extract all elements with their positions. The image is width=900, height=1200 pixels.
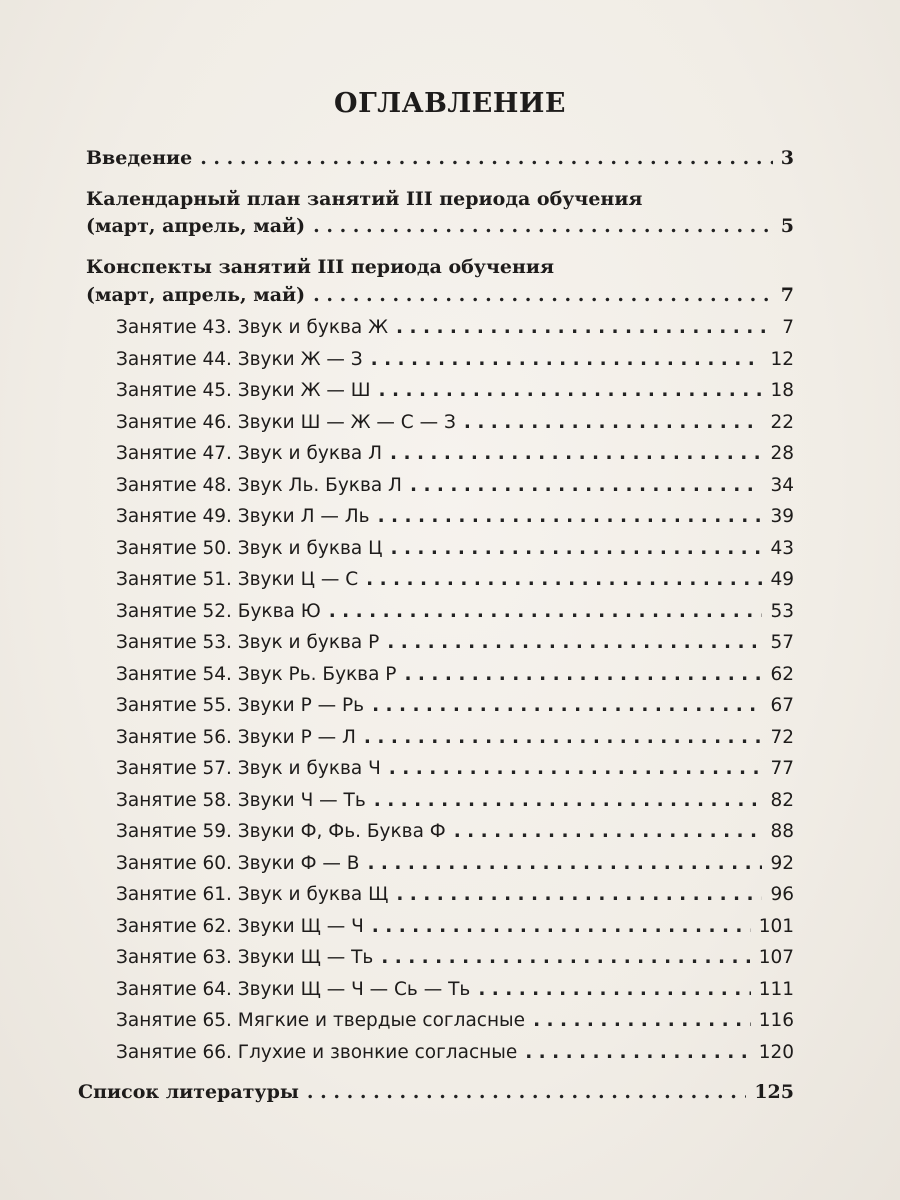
toc-entry-label: Занятие 63. Звуки Щ — Ть	[116, 947, 374, 968]
dot-leader	[200, 146, 773, 170]
toc-lesson-entry	[116, 1009, 794, 1033]
toc-entry-label: Занятие 43. Звук и буква Ж	[116, 317, 389, 338]
toc-page-number: 120	[758, 1041, 794, 1063]
toc-entry-label: Занятие 56. Звуки Р — Л	[116, 726, 356, 748]
toc-entry-label: Занятие 51. Звуки Ц — С	[116, 569, 359, 590]
dot-leader	[374, 789, 763, 813]
toc-lesson-entry	[116, 663, 794, 687]
toc-lesson-entry	[116, 852, 794, 876]
dot-leader	[390, 537, 762, 561]
toc-lesson-entry	[116, 442, 794, 466]
toc-lesson-entry	[116, 568, 794, 592]
toc-entry-label: Занятие 45. Звуки Ж — Ш	[116, 380, 371, 401]
toc-lesson-entry	[116, 883, 794, 907]
toc-page-number: 101	[758, 915, 794, 937]
toc-entry-label: Занятие 65. Мягкие и твердые согласные	[116, 1010, 526, 1031]
dot-leader	[533, 1009, 751, 1033]
toc-entry-label: Занятие 66. Глухие и звонкие согласные	[116, 1041, 518, 1063]
toc-entry-label: Введение	[86, 147, 193, 169]
toc-lesson-entry	[116, 820, 794, 844]
page-title: ОГЛАВЛЕНИЕ	[334, 88, 566, 119]
dot-leader	[378, 505, 763, 529]
toc-entry-label: Занятие 46. Звуки Ш — Ж — С — З	[116, 411, 456, 433]
dot-leader	[390, 442, 762, 466]
toc-entry-label: Занятие 61. Звук и буква Щ	[116, 884, 389, 905]
toc-lesson-entry	[116, 757, 794, 781]
dot-leader	[387, 631, 762, 655]
toc-entry-label: (март, апрель, май)	[86, 215, 306, 237]
toc-lesson-entry	[116, 600, 794, 624]
dot-leader	[313, 214, 773, 238]
dot-leader	[464, 411, 763, 435]
toc-entry-label: Занятие 44. Звуки Ж — З	[116, 348, 363, 370]
dot-leader	[372, 915, 751, 939]
dot-leader	[525, 1041, 750, 1065]
toc-lesson-entry	[116, 694, 794, 718]
toc-entry-label: Занятие 64. Звуки Щ — Ч — Сь — Ть	[116, 978, 471, 1000]
toc-page-number: 111	[758, 978, 794, 1000]
toc-page-number: 39	[770, 506, 794, 527]
dot-leader	[410, 474, 762, 498]
toc-lesson-entry	[116, 379, 794, 403]
toc-page-number: 62	[770, 663, 794, 685]
toc-page-number: 3	[780, 147, 794, 169]
toc-lesson-entry	[116, 316, 794, 340]
dot-leader	[372, 694, 762, 718]
dot-leader	[313, 283, 773, 307]
toc-entry-intro	[86, 146, 794, 170]
toc-lesson-entry	[116, 505, 794, 529]
dot-leader	[371, 348, 763, 372]
toc-lesson-entry	[116, 726, 794, 750]
toc-page-number: 72	[770, 726, 794, 748]
dot-leader	[366, 568, 762, 592]
dot-leader	[396, 316, 774, 340]
toc-page-number: 12	[770, 348, 794, 370]
toc-entry-label: Занятие 53. Звук и буква Р	[116, 632, 380, 653]
dot-leader	[381, 946, 750, 970]
toc-page-number: 43	[770, 537, 794, 559]
dot-leader	[367, 852, 762, 876]
dot-leader	[307, 1080, 746, 1104]
toc-entry-references	[78, 1080, 794, 1104]
toc-entry-notes-line1: Конспекты занятий III периода обучения	[86, 256, 554, 278]
toc-lesson-entry	[116, 946, 794, 970]
toc-page-number: 49	[770, 569, 794, 590]
toc-entry-label: Занятие 52. Буква Ю	[116, 600, 321, 622]
toc-entry-label: Занятие 47. Звук и буква Л	[116, 443, 383, 464]
toc-page-number: 28	[770, 443, 794, 464]
toc-entry-calendar	[86, 214, 794, 238]
toc-lesson-entry	[116, 978, 794, 1002]
toc-lesson-entry	[116, 1041, 794, 1065]
dot-leader	[389, 757, 763, 781]
toc-entry-label: Занятие 48. Звук Ль. Буква Л	[116, 474, 402, 496]
toc-lesson-entry	[116, 537, 794, 561]
dot-leader	[454, 820, 763, 844]
toc-entry-label: (март, апрель, май)	[86, 284, 306, 306]
dot-leader	[396, 883, 762, 907]
toc-entry-label: Занятие 60. Звуки Ф — В	[116, 852, 360, 874]
toc-entry-label: Занятие 62. Звуки Щ — Ч	[116, 915, 364, 937]
toc-page-number: 88	[770, 821, 794, 842]
toc-page-number: 18	[770, 380, 794, 401]
dot-leader	[329, 600, 763, 624]
toc-lesson-entry	[116, 915, 794, 939]
toc-lesson-entry	[116, 474, 794, 498]
toc-page-number: 77	[770, 758, 794, 779]
toc-page-number: 7	[782, 317, 794, 338]
toc-page-number: 96	[770, 884, 794, 905]
toc-page-number: 53	[770, 600, 794, 622]
toc-lesson-entry	[116, 789, 794, 813]
toc-entry-label: Занятие 59. Звуки Ф, Фь. Буква Ф	[116, 821, 446, 842]
toc-page-number: 5	[780, 215, 794, 237]
toc-entry-label: Занятие 50. Звук и буква Ц	[116, 537, 383, 559]
toc-lesson-entry	[116, 348, 794, 372]
dot-leader	[404, 663, 762, 687]
toc-page-number: 7	[780, 284, 794, 306]
toc-page-number: 92	[770, 852, 794, 874]
toc-page-number: 82	[770, 789, 794, 811]
toc-page-number: 107	[758, 947, 794, 968]
toc-page-number: 57	[770, 632, 794, 653]
toc-entry-label: Занятие 55. Звуки Р — Рь	[116, 695, 365, 716]
dot-leader	[478, 978, 750, 1002]
toc-lesson-entry	[116, 411, 794, 435]
toc-entry-label: Список литературы	[78, 1081, 299, 1103]
dot-leader	[379, 379, 763, 403]
toc-page-number: 67	[770, 695, 794, 716]
toc-entry-label: Занятие 54. Звук Рь. Буква Р	[116, 663, 397, 685]
toc-page-number: 22	[770, 411, 794, 433]
toc-page-number: 125	[754, 1081, 794, 1103]
toc-entry-label: Занятие 57. Звук и буква Ч	[116, 758, 381, 779]
toc-page-number: 116	[758, 1010, 794, 1031]
toc-entry-label: Занятие 49. Звуки Л — Ль	[116, 506, 370, 527]
toc-entry-label: Занятие 58. Звуки Ч — Ть	[116, 789, 366, 811]
toc-lesson-entry	[116, 631, 794, 655]
toc-page-number: 34	[770, 474, 794, 496]
toc-entry-calendar-line1: Календарный план занятий III периода обучения	[86, 188, 643, 210]
toc-entry-notes	[86, 283, 794, 307]
dot-leader	[364, 726, 763, 750]
